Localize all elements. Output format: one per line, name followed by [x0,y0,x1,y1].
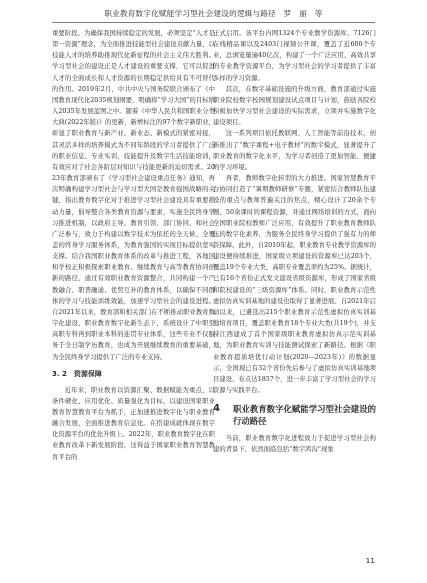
header-divider [52,22,375,23]
body-paragraph: 其次，在数字基础设施的升级方面，教育部通过实施职业院校数字校园规划建设试点项目与计划，鼓励各院校积极加快学习型社会建设的实际需求，立项并实施数字化建设项目。 [213,85,376,127]
body-paragraph: 正式启用。该平台内网1324个专业教学资源库、7126门在线精品课以及2403门视频公开课，覆盖了近600个专业，总浏览量逾40亿次，构建了一个广泛应用、高效共享的专业教学资源平台，为学习型社会的学习者提供了丰富多样的学习资源。 [213,30,376,82]
page-number: 11 [365,556,375,565]
chapter-title: 职业教育数字化赋能学习型社会建设的行动路径 [233,404,376,427]
running-header: 职业教育数字化赋能学习型社会建设的逻辑与路径 罗 丽 等 [104,9,323,18]
body-paragraph: 重要阶段。为确保我国持续稳定的发展，必须坚定“人才是第一资源”理念，为全面推进技能型社会建设贡献力量，以技能人才的培养助推现代化新征程的社会主义伟大胜利。学习型社会的建设正是人才建设的重要支撑，它可以促进人才的全面成长和人才资源的长期稳定供给具有不可替代的作用。2019年2月，中共中央与国务院联合颁布了《中国教育现代化2035规划纲要，明确将“学习大国”的目标纳入2035年发展蓝图之中。随着《中华人民共和国职业分类大典(2022年版)》的更新，新增标注的97个数字新职业，彰显了职业教育与新产业、新业态、新模式的紧密对接，其灵活多样的培养模式为不同年龄段的学习者提供了广泛的职业信息、专业实训、技能提升及数字生活技能培训，有效应对了社会各阶层对知识与技能更新的迫切需求。2023年教育部颁布了《学习型社会建设重点任务》通知，再次明确构建学习型社会与学习型大国是教育强国战略的关键，指出教育数字化对于推进学习型社会建设具有重要推动力量，倡导整合各类教育资源与要素，实施全民终身学习推进机制，以政府主导、教育引领、部门协同、和社会广泛参与，致力于构建以数字技术为依托的全天候、全覆盖的终身学习服务体系，为教育强国的实现目标提供坚实支撑。结合我国职业教育体系的改革与推进工程，各地区和学校正积极探索职业教育、继续教育与高等教育协同创新的路径，通过有效职业教育资源整合，共同构建一个产教融合、职普融通、优势互补的教育体系，以确保不同群体的学习与技能训练效能，加速学习型社会的建设进程。自2021年以来，教育部和相关部门在不断推动职业教育数字化建设，职业教育数字化新生态下，系统设计了中职至高职专科再到职业本科的连贯专业体系，这些专业不仅服务于全日制学历教育，也成为开展继续教育的重要基础，为全民终身学习提供了广泛的专业支持。 [52,30,215,361]
chapter-heading [213,403,376,427]
body-paragraph: 再者，教师数字化转型的大力推进。国家智慧教育平台协同打造了“暑期教师研修”专题，紧密结合教师队伍建设的重点与教师普遍关注的焦点，精心设计了20余个专题、50余课时的课程资源，并通过网络培训的方式，面向全国职业院校教师广泛应用，有效提升了职业教育教师队伍的数字化素养，为服务全民终身学习提供了强有力的师资保障。此外，自2010年起，职业教育专业教学资源库的建设便持续推进，国家级立项建设的资源库已达203个，覆盖19个专业大类，高职专业覆盖率约为25%。据统计，已有16个省份正式发文建设省级资源库，形成了国家省级和院校建设的“三级资源库”体系。同时，职业教育示范性虚拟仿真实训基地的建设也取得了显著进展。自2021年启动以来，已遴选出215个职业教育示范性虚拟仿真实训基地培育项目，覆盖职业教育18个专业大类(共19个)，并支持江西建成了首个国家级职业教育虚拟仿真示范实训基地，为职业教育实训与技能测试探索了新路径。根据《职业教育提质培优行动计划(2020—2023年)》的数据显示，全国现已有32个省份先后参与了虚拟仿真实训基地项目建设，布点达1857个，进一步丰富了学习型社会的学习资源与实践平台。 [213,175,376,394]
left-column [52,28,215,463]
body-paragraph: 近年来，职业教育以资源汇聚、数据赋能为重点，以条件硬化、应用优化、质量强化为目标，以建设国家职业教育智慧教育平台为抓手，正加速推进数字化与职业教育融合发展，全面推进教育信息化。在搭建成就体现在数字化资源平台的优化升级上。2022年，职业教育数字化在职业教育改革下新发展阶段，这得益于国家职业教育智慧教育平台的 [52,386,215,461]
chapter-number: 4 [213,403,220,415]
body-paragraph: 当前，职业教育数字化进程致力于促进学习型社会构建的背景下，依然面临包括“数字鸿沟”现象 [213,435,376,454]
section-heading: 3. 2 资源保障 [52,369,102,378]
right-column [213,28,376,455]
body-paragraph: 这一系列项目依托教联网、人工智能等前沿技术，创新推出了“数字课程+电子教材”的数字模式，显著提升了职业教育的数字化水平，为学习者创造了更加智能、便捷的学习环境。 [213,130,376,171]
